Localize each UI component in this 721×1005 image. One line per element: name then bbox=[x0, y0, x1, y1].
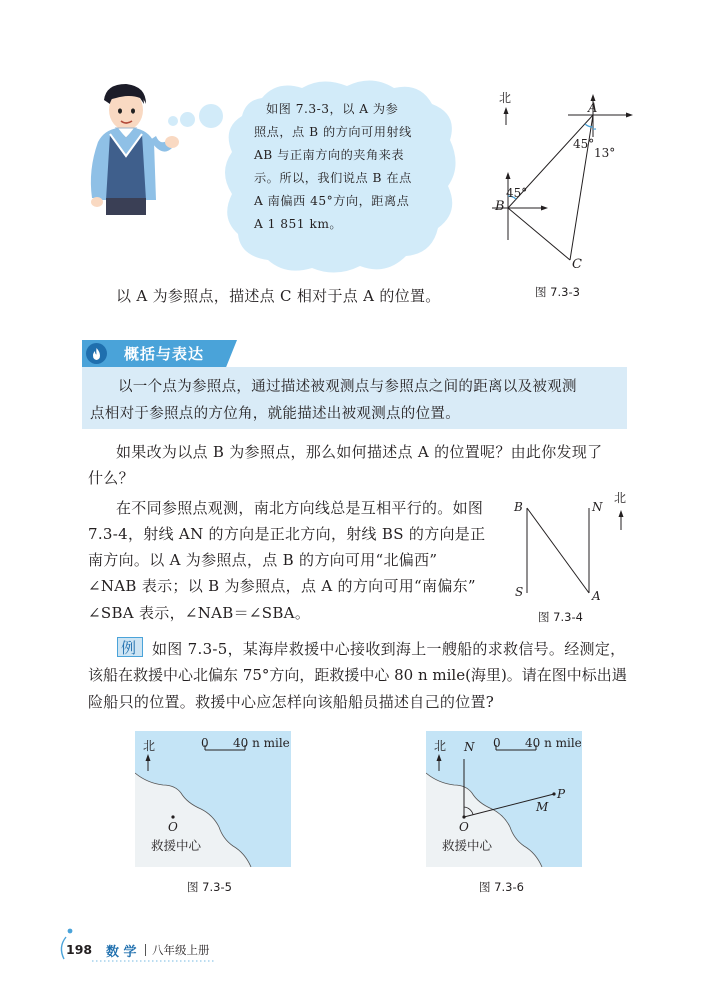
fig735-scale-zero: 0 bbox=[201, 736, 209, 750]
footer-grade: 八年级上册 bbox=[152, 943, 210, 957]
student-illustration bbox=[76, 80, 226, 215]
fig735-center-label: 救援中心 bbox=[151, 838, 202, 853]
bubble-line-1: 如图 7.3-3，以 A 为参 bbox=[266, 102, 399, 116]
page-number: 198 bbox=[66, 942, 93, 957]
example-line-1: 如图 7.3-5，某海岸救援中心接收到海上一艘船的求救信号。经测定， bbox=[152, 640, 626, 658]
fig734-point-s: S bbox=[515, 585, 524, 599]
fig736-center-label: 救援中心 bbox=[442, 838, 493, 853]
fig733-point-b: B bbox=[495, 199, 505, 214]
figure-7-3-4 bbox=[510, 490, 630, 605]
bubble-line-4: 示。所以，我们说点 B 在点 bbox=[254, 171, 412, 185]
fig733-north-label: 北 bbox=[499, 91, 512, 105]
fig736-north-label: 北 bbox=[434, 739, 447, 753]
summary-line-2: 点相对于参照点的方位角，就能描述出被观测点的位置。 bbox=[90, 406, 460, 422]
fig734-north-label: 北 bbox=[614, 491, 627, 505]
fig733-angle-45-a: 45° bbox=[573, 137, 595, 151]
fig736-point-m: M bbox=[536, 800, 549, 814]
fig733-point-a: A bbox=[588, 101, 598, 116]
fig735-point-o: O bbox=[168, 820, 178, 834]
fig733-angle-45-b: 45° bbox=[506, 186, 528, 200]
fig736-point-n: N bbox=[464, 740, 475, 754]
fig736-point-p: P bbox=[557, 787, 566, 801]
fig736-point-o: O bbox=[459, 820, 469, 834]
footer-subject: 数 学 bbox=[106, 945, 137, 960]
footer-divider bbox=[145, 944, 146, 956]
question-locate-c: 以 A 为参照点，描述点 C 相对于点 A 的位置。 bbox=[116, 287, 441, 305]
fig736-scale-zero: 0 bbox=[493, 736, 501, 750]
fig736-caption: 图 7.3-6 bbox=[479, 880, 524, 894]
bubble-line-3: AB 与正南方向的夹角来表 bbox=[254, 148, 405, 162]
fig733-point-c: C bbox=[572, 257, 582, 272]
fig735-scale-label: 40 n mile bbox=[233, 736, 290, 750]
fig734-caption: 图 7.3-4 bbox=[538, 610, 583, 624]
paragraph-3-line-2: 7.3-4，射线 AN 的方向是正北方向，射线 BS 的方向是正 bbox=[88, 525, 486, 543]
section-title: 概括与表达 bbox=[124, 345, 205, 363]
flame-icon bbox=[86, 343, 107, 364]
paragraph-3-line-5: ∠SBA 表示，∠NAB＝∠SBA。 bbox=[88, 604, 311, 622]
bubble-line-6: A 1 851 km。 bbox=[254, 217, 343, 231]
fig734-point-b: B bbox=[514, 500, 523, 514]
example-line-2: 该船在救援中心北偏东 75°方向，距救援中心 80 n mile(海里)。请在图中标出遇 bbox=[88, 666, 627, 684]
fig733-angle-13: 13° bbox=[594, 146, 616, 160]
figure-7-3-3 bbox=[490, 85, 640, 275]
fig735-north-label: 北 bbox=[143, 739, 156, 753]
fig736-scale-label: 40 n mile bbox=[525, 736, 582, 750]
paragraph-3-line-3: 南方向。以 A 为参照点，点 B 的方向可用“北偏西” bbox=[88, 551, 438, 569]
fig735-caption: 图 7.3-5 bbox=[187, 880, 232, 894]
thought-dot-large bbox=[199, 104, 223, 128]
example-tag-label: 例 bbox=[121, 639, 137, 657]
fig733-caption: 图 7.3-3 bbox=[535, 285, 580, 299]
paragraph-3-line-4: ∠NAB 表示；以 B 为参照点，点 A 的方向可用“南偏东” bbox=[88, 577, 476, 595]
fig734-point-n: N bbox=[592, 500, 603, 514]
fig734-point-a: A bbox=[592, 589, 601, 603]
paragraph-2-line-2: 什么？ bbox=[88, 469, 134, 487]
bubble-line-5: A 南偏西 45°方向，距离点 bbox=[254, 194, 410, 208]
paragraph-3-line-1: 在不同参照点观测，南北方向线总是互相平行的。如图 bbox=[116, 499, 484, 517]
bubble-line-2: 照点，点 B 的方向可用射线 bbox=[254, 125, 412, 139]
example-line-3: 险船只的位置。救援中心应怎样向该船船员描述自己的位置? bbox=[88, 693, 495, 711]
summary-line-1: 以一个点为参照点，通过描述被观测点与参照点之间的距离以及被观测 bbox=[118, 379, 577, 395]
paragraph-2-line-1: 如果改为以点 B 为参照点，那么如何描述点 A 的位置呢？由此你发现了 bbox=[116, 443, 603, 461]
thought-dot-small bbox=[168, 116, 178, 126]
thought-dot-medium bbox=[180, 112, 195, 127]
